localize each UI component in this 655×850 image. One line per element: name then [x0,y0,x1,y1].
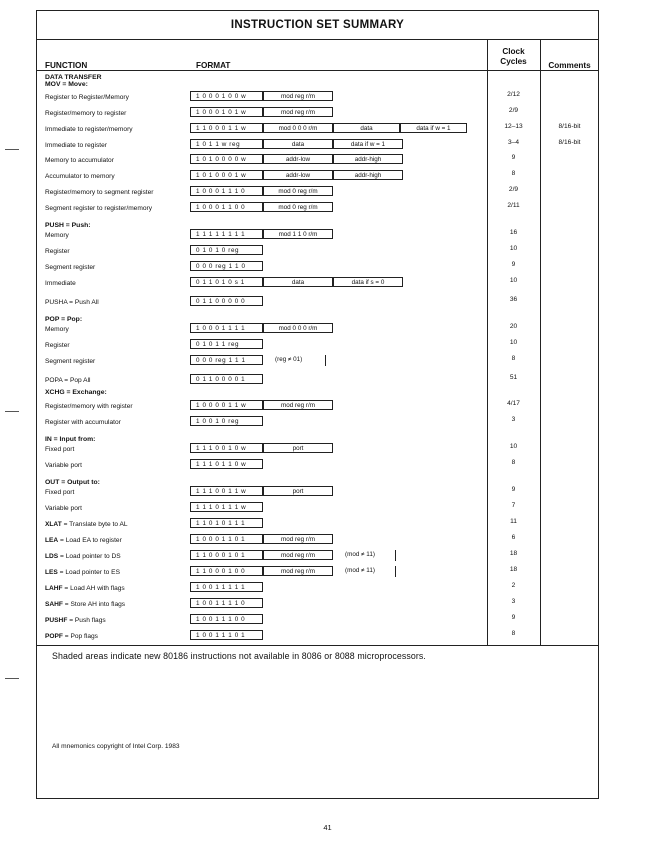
operand-field: mod 0 0 0 r/m [263,123,333,133]
section-label: POP = Pop: [45,316,83,323]
operand-field: mod 0 reg r/m [263,202,333,212]
margin-mark [5,678,19,679]
opcode-field: 1 1 0 0 0 1 0 1 [190,550,263,560]
clock-cycles: 8 [511,170,516,177]
function-label: Memory to accumulator [45,157,114,164]
opcode-field: 1 0 0 0 1 1 1 0 [190,186,263,196]
opcode-field: 0 1 1 0 0 0 0 0 [190,296,263,306]
opcode-field: 1 1 0 1 0 1 1 1 [190,518,263,528]
function-label: Register [45,248,70,255]
opcode-field: 1 0 0 1 1 1 0 1 [190,630,263,640]
operand-field: mod reg r/m [263,400,333,410]
function-label: Segment register [45,358,96,365]
clock-cycles: 18 [509,550,518,557]
margin-mark [5,149,19,150]
clock-cycles: 10 [509,339,518,346]
function-label: Register/memory with register [45,403,133,410]
opcode-field: 1 1 1 0 1 1 1 w [190,502,263,512]
operand-field: mod 1 1 0 r/m [263,229,333,239]
opcode-field: 1 0 1 0 0 0 0 w [190,154,263,164]
clock-cycles: 9 [511,614,516,621]
clock-cycles: 9 [511,486,516,493]
function-label: Variable port [45,505,82,512]
clock-cycles: 8 [511,459,516,466]
opcode-field: 1 1 1 0 1 1 0 w [190,459,263,469]
opcode-field: 0 1 1 0 1 0 s 1 [190,277,263,287]
opcode-field: 1 0 1 1 w reg [190,139,263,149]
operand-field: mod 0 0 0 r/m [263,323,333,333]
operand-field: data [333,123,400,133]
operand-field: port [263,443,333,453]
clock-cycles: 10 [509,245,518,252]
clock-cycles: 4/17 [507,400,520,407]
function-label: Accumulator to memory [45,173,115,180]
format-separator [325,355,326,366]
clock-cycles: 8 [511,630,516,637]
clock-cycles: 9 [511,154,516,161]
clock-cycles: 12–13 [504,123,523,130]
function-label: Variable port [45,462,82,469]
operand-field: data if w = 1 [400,123,467,133]
operand-field: addr-high [333,154,403,164]
clock-cycles: 20 [509,323,518,330]
shading-note: Shaded areas indicate new 80186 instructions not available in 8086 or 8088 microprocessors. [52,651,426,661]
format-separator [395,550,396,561]
function-label: SAHF = Store AH into flags [45,601,126,608]
function-label: POPA = Pop All [45,377,91,384]
clock-cycles: 2/12 [507,91,520,98]
operand-field: mod reg r/m [263,107,333,117]
section-label: XCHG = Exchange: [45,389,107,396]
page-title: INSTRUCTION SET SUMMARY [36,10,599,40]
operand-field: addr-low [263,154,333,164]
clock-cycles: 7 [511,502,516,509]
opcode-field: 1 0 0 1 1 1 1 0 [190,598,263,608]
opcode-field: 1 1 1 0 0 1 1 w [190,486,263,496]
format-condition: (reg ≠ 01) [275,356,303,363]
function-label: LDS = Load pointer to DS [45,553,121,560]
operand-field: port [263,486,333,496]
opcode-field: 1 0 0 1 0 reg [190,416,263,426]
opcode-field: 1 0 0 1 1 1 0 0 [190,614,263,624]
clock-cycles: 2 [511,582,516,589]
function-label: Register [45,342,70,349]
note-divider [36,645,599,646]
function-label: Register/memory to register [45,110,127,117]
clock-cycles: 11 [510,518,517,525]
comment: 8/16-bit [558,123,581,130]
function-label: PUSHF = Push flags [45,617,106,624]
section-label: IN = Input from: [45,436,96,443]
section-label: OUT = Output to: [45,479,100,486]
margin-mark [5,411,19,412]
opcode-field: 1 0 0 0 1 0 0 w [190,91,263,101]
opcode-field: 1 0 0 0 1 1 1 1 [190,323,263,333]
operand-field: data if s = 0 [333,277,403,287]
opcode-field: 1 1 0 0 0 1 1 w [190,123,263,133]
opcode-field: 1 0 1 0 0 0 1 w [190,170,263,180]
opcode-field: 0 0 0 reg 1 1 1 [190,355,263,365]
function-label: Immediate to register [45,142,107,149]
operand-field: addr-low [263,170,333,180]
operand-field: data [263,139,333,149]
format-separator [395,566,396,577]
function-label: Memory [45,232,69,239]
function-label: Segment register [45,264,96,271]
opcode-field: 0 1 0 1 0 reg [190,245,263,255]
section-label: MOV = Move: [45,81,88,88]
function-label: Register with accumulator [45,419,121,426]
operand-field: addr-high [333,170,403,180]
function-label: Fixed port [45,489,75,496]
format-condition: (mod ≠ 11) [345,551,375,558]
function-label: LES = Load pointer to ES [45,569,120,576]
header-comments: Comments [548,61,591,70]
opcode-field: 1 0 0 0 1 1 0 1 [190,534,263,544]
opcode-field: 0 1 0 1 1 reg [190,339,263,349]
opcode-field: 1 1 1 0 0 1 0 w [190,443,263,453]
function-label: Memory [45,326,69,333]
opcode-field: 1 1 1 1 1 1 1 1 [190,229,263,239]
operand-field: mod 0 reg r/m [263,186,333,196]
clock-cycles: 51 [509,374,518,381]
opcode-field: 1 0 0 0 1 0 1 w [190,107,263,117]
copyright-note: All mnemonics copyright of Intel Corp. 1983 [52,743,180,750]
function-label: Immediate [45,280,76,287]
clock-cycles: 10 [509,277,518,284]
opcode-field: 1 0 0 0 1 1 0 0 [190,202,263,212]
opcode-field: 1 0 0 1 1 1 1 1 [190,582,263,592]
header-clock-cycles: Clock Cycles [500,47,527,66]
function-label: Segment register to register/memory [45,205,153,212]
clock-cycles: 2/11 [507,202,520,209]
clock-cycles: 2/9 [508,186,519,193]
function-label: LAHF = Load AH with flags [45,585,125,592]
header-format: FORMAT [196,61,231,70]
section-label: DATA TRANSFER [45,74,102,81]
clock-cycles: 6 [511,534,516,541]
operand-field: mod reg r/m [263,566,333,576]
operand-field: mod reg r/m [263,534,333,544]
clock-cycles: 9 [511,261,516,268]
opcode-field: 0 0 0 reg 1 1 0 [190,261,263,271]
operand-field: data if w = 1 [333,139,403,149]
opcode-field: 0 1 1 0 0 0 0 1 [190,374,263,384]
function-label: POPF = Pop flags [45,633,98,640]
clock-cycles: 2/9 [508,107,519,114]
function-label: Register/memory to segment register [45,189,154,196]
function-label: LEA = Load EA to register [45,537,122,544]
function-label: Immediate to register/memory [45,126,133,133]
operand-field: data [263,277,333,287]
clock-cycles: 3 [511,598,516,605]
header-divider [36,70,599,71]
header-function: FUNCTION [45,61,88,70]
clock-cycles: 16 [509,229,518,236]
opcode-field: 1 0 0 0 0 1 1 w [190,400,263,410]
section-label: PUSH = Push: [45,222,91,229]
clock-cycles: 36 [509,296,518,303]
clock-cycles: 8 [511,355,516,362]
column-divider-comments [540,40,541,645]
function-label: Fixed port [45,446,75,453]
operand-field: mod reg r/m [263,91,333,101]
page-number: 41 [323,823,332,832]
function-label: PUSHA = Push All [45,299,99,306]
comment: 8/16-bit [558,139,581,146]
clock-cycles: 18 [509,566,518,573]
function-label: Register to Register/Memory [45,94,129,101]
clock-cycles: 3 [511,416,516,423]
format-condition: (mod ≠ 11) [345,567,375,574]
clock-cycles: 10 [509,443,518,450]
function-label: XLAT = Translate byte to AL [45,521,128,528]
operand-field: mod reg r/m [263,550,333,560]
opcode-field: 1 1 0 0 0 1 0 0 [190,566,263,576]
clock-cycles: 3–4 [507,139,519,146]
